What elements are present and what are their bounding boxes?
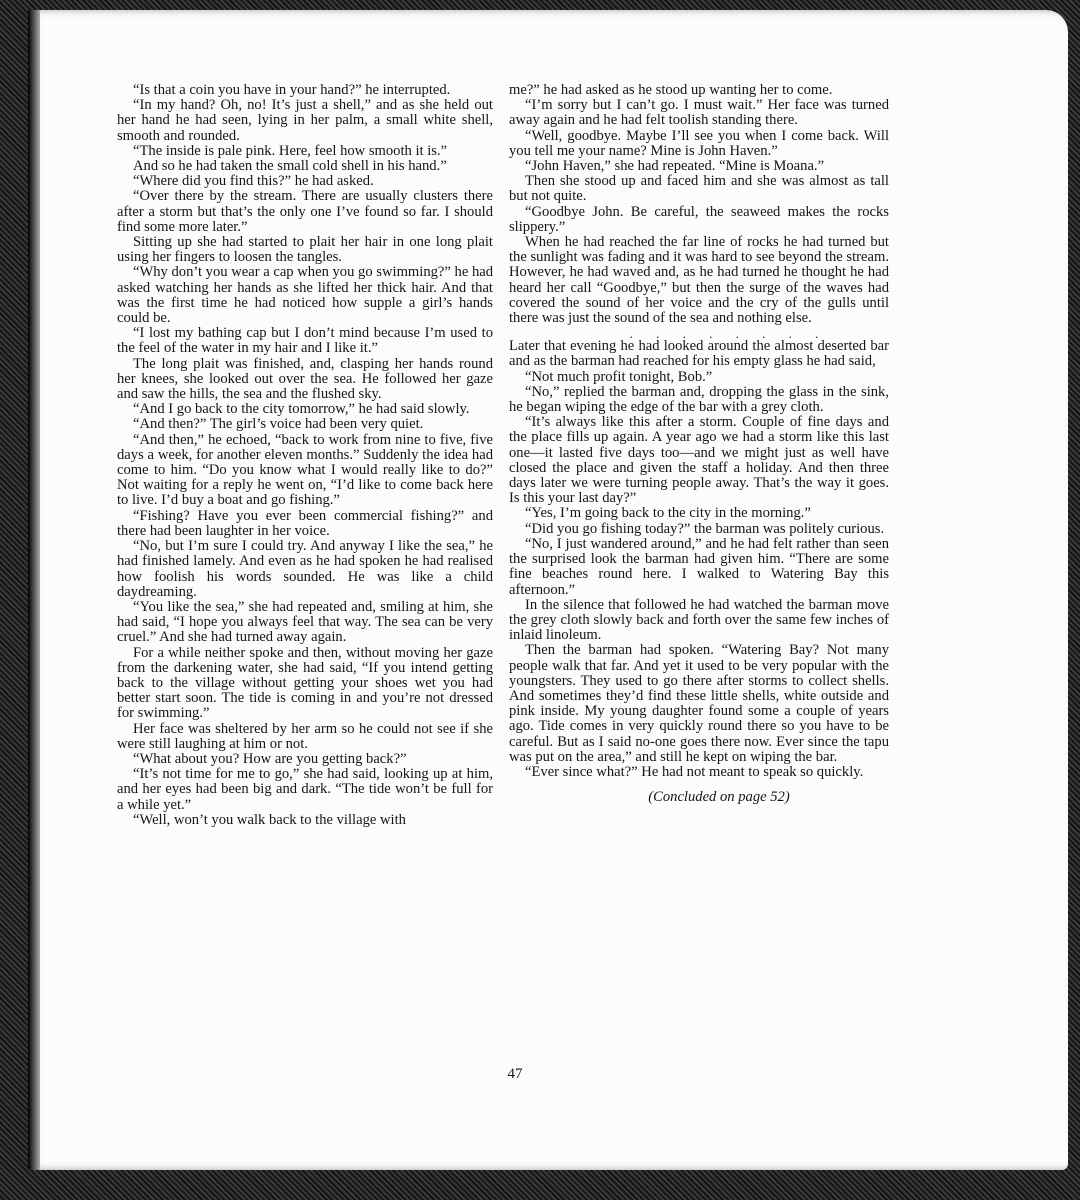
page-number: 47 xyxy=(507,1066,523,1082)
paragraph: “Why don’t you wear a cap when you go swimming?” he had asked watching her hands as she lifted her thick hair. And that was the first time he had noticed how supple a girl’s hands could be. xyxy=(117,264,494,327)
paragraph: “Ever since what?” He had not meant to speak so quickly. xyxy=(525,763,864,780)
paragraph: “It’s always like this after a storm. Couple of fine days and the place fills up again. A year ago we had a storm like this last one—it lasted five days too—and we might just as well have closed the place and given the staff a holiday. And then three days later we were turning people away. That’s the way it goes. Is this your last day?” xyxy=(509,414,889,507)
paragraph: “Over there by the stream. There are usually clusters there after a storm but that’s the only one I’ve found so far. I should find some more later.” xyxy=(117,188,493,235)
paragraph: “Is that a coin you have in your hand?” he interrupted. xyxy=(133,82,451,98)
continuation-note: (Concluded on page 52) xyxy=(648,789,790,806)
paragraph: “Where did you find this?” he had asked. xyxy=(133,173,374,190)
paragraph: “I lost my bathing cap but I don’t mind because I’m used to the feel of the water in my hair and I like it.” xyxy=(117,325,493,357)
paragraph: In the silence that followed he had watched the barman move the grey cloth slowly back and forth over the same few inches of inlaid linoleum. xyxy=(509,596,889,644)
paragraph: “And I go back to the city tomorrow,” he had said slowly. xyxy=(133,401,470,418)
paragraph: “No,” replied the barman and, dropping the glass in the sink, he began wiping the edge of the bar with a grey cloth. xyxy=(509,383,889,416)
paragraph: “Goodbye John. Be careful, the seaweed makes the rocks slippery.” xyxy=(509,203,889,235)
paragraph: “Well, goodbye. Maybe I’ll see you when I come back. Will you tell me your name? Mine is John Haven.” xyxy=(509,127,889,159)
paragraph: When he had reached the far line of rocks he had turned but the sunlight was fading and it was hard to see beyond the stream. However, he had waved and, as he had turned he thought he had heard her call “Goodbye,” but then the surge of the waves had covered the sound of her voice and the cry of the gulls until there was just the sound of the sea and nothing else. xyxy=(509,234,889,327)
paragraph: Later that evening he had looked around the almost deserted bar and as the barman had reached for his empty glass he had said, xyxy=(509,338,889,370)
paragraph: “No, but I’m sure I could try. And anyway I like the sea,” he had finished lamely. And even as he had spoken he had realised how foolish his words sounded. He was like a child daydreaming. xyxy=(117,538,493,600)
paragraph: “John Haven,” she had repeated. “Mine is Moana.” xyxy=(525,158,825,175)
paragraph: The long plait was finished, and, clasping her hands round her knees, she looked out over the sea. He followed her gaze and saw the hills, the sea and the flushed sky. xyxy=(117,355,493,403)
section-separator: . . . . . . . . xyxy=(629,326,829,342)
paragraph: Her face was sheltered by her arm so he could not see if she were still laughing at him or not. xyxy=(117,720,493,752)
paragraph: “Well, won’t you walk back to the village with xyxy=(133,811,406,828)
paragraph: “The inside is pale pink. Here, feel how smooth it is.” xyxy=(133,142,448,159)
paragraph: “You like the sea,” she had repeated and, smiling at him, she had said, “I hope you always feel that way. The sea can be very cruel.” And she had turned away again. xyxy=(117,598,493,646)
paragraph: For a while neither spoke and then, without moving her gaze from the darkening water, she had said, “If you intend getting back to the village without getting your shoes wet you had better start soon. The tide is coming in and you’re not dressed for swimming.” xyxy=(117,644,493,722)
paragraph: “Fishing? Have you ever been commercial fishing?” and there had been laughter in her voice. xyxy=(117,507,493,539)
paragraph: Sitting up she had started to plait her hair in one long plait using her fingers to loosen the tangles. xyxy=(117,234,493,266)
paragraph: “Yes, I’m going back to the city in the morning.” xyxy=(525,505,811,522)
paragraph: “And then,” he echoed, “back to work from nine to five, five days a week, for another eleven months.” Suddenly the idea had come to him. “Do you know what I would really like to do?” Not waiting for a reply he went on, “I’d like to come back here to live. I’d buy a boat and go fishing.” xyxy=(117,431,493,509)
left-column xyxy=(117,83,493,828)
paragraph: “It’s not time for me to go,” she had said, looking up at him, and her eyes had been big and dark. “The tide won’t be full for a while yet.” xyxy=(117,766,493,813)
paragraph: Then she stood up and faced him and she was almost as tall but not quite. xyxy=(509,173,889,205)
paragraph: me?” he had asked as he stood up wanting her to come. xyxy=(509,82,833,98)
paragraph: “Not much profit tonight, Bob.” xyxy=(525,368,713,385)
paragraph: And so he had taken the small cold shell in his hand.” xyxy=(133,158,447,175)
paragraph: “What about you? How are you getting back?” xyxy=(133,750,407,767)
paragraph: “No, I just wandered around,” and he had felt rather than seen the surprised look the barman had given him. “There are some fine beaches round here. I walked to Watering Bay this afternoon.” xyxy=(509,535,889,598)
paragraph: “Did you go fishing today?” the barman was politely curious. xyxy=(525,520,885,537)
right-column xyxy=(509,83,889,805)
paragraph: “And then?” The girl’s voice had been very quiet. xyxy=(133,416,424,433)
paragraph: Then the barman had spoken. “Watering Bay? Not many people walk that far. And yet it used to be very popular with the youngsters. They used to go there after storms to collect shells. And sometimes they’d find these little shells, white outside and pink inside. My young daughter found some a couple of years ago. Tide comes in very quickly round there so you have to be careful. But as I said no-one goes there now. Ever since the tapu was put on the area,” and still he kept on wiping the bar. xyxy=(509,642,889,765)
paragraph: “I’m sorry but I can’t go. I must wait.” Her face was turned away again and he had felt toolish standing there. xyxy=(509,97,889,129)
page-spine xyxy=(28,10,40,1170)
paragraph: “In my hand? Oh, no! It’s just a shell,” and as she held out her hand he had seen, lying in her palm, a small white shell, smooth and rounded. xyxy=(117,97,493,144)
